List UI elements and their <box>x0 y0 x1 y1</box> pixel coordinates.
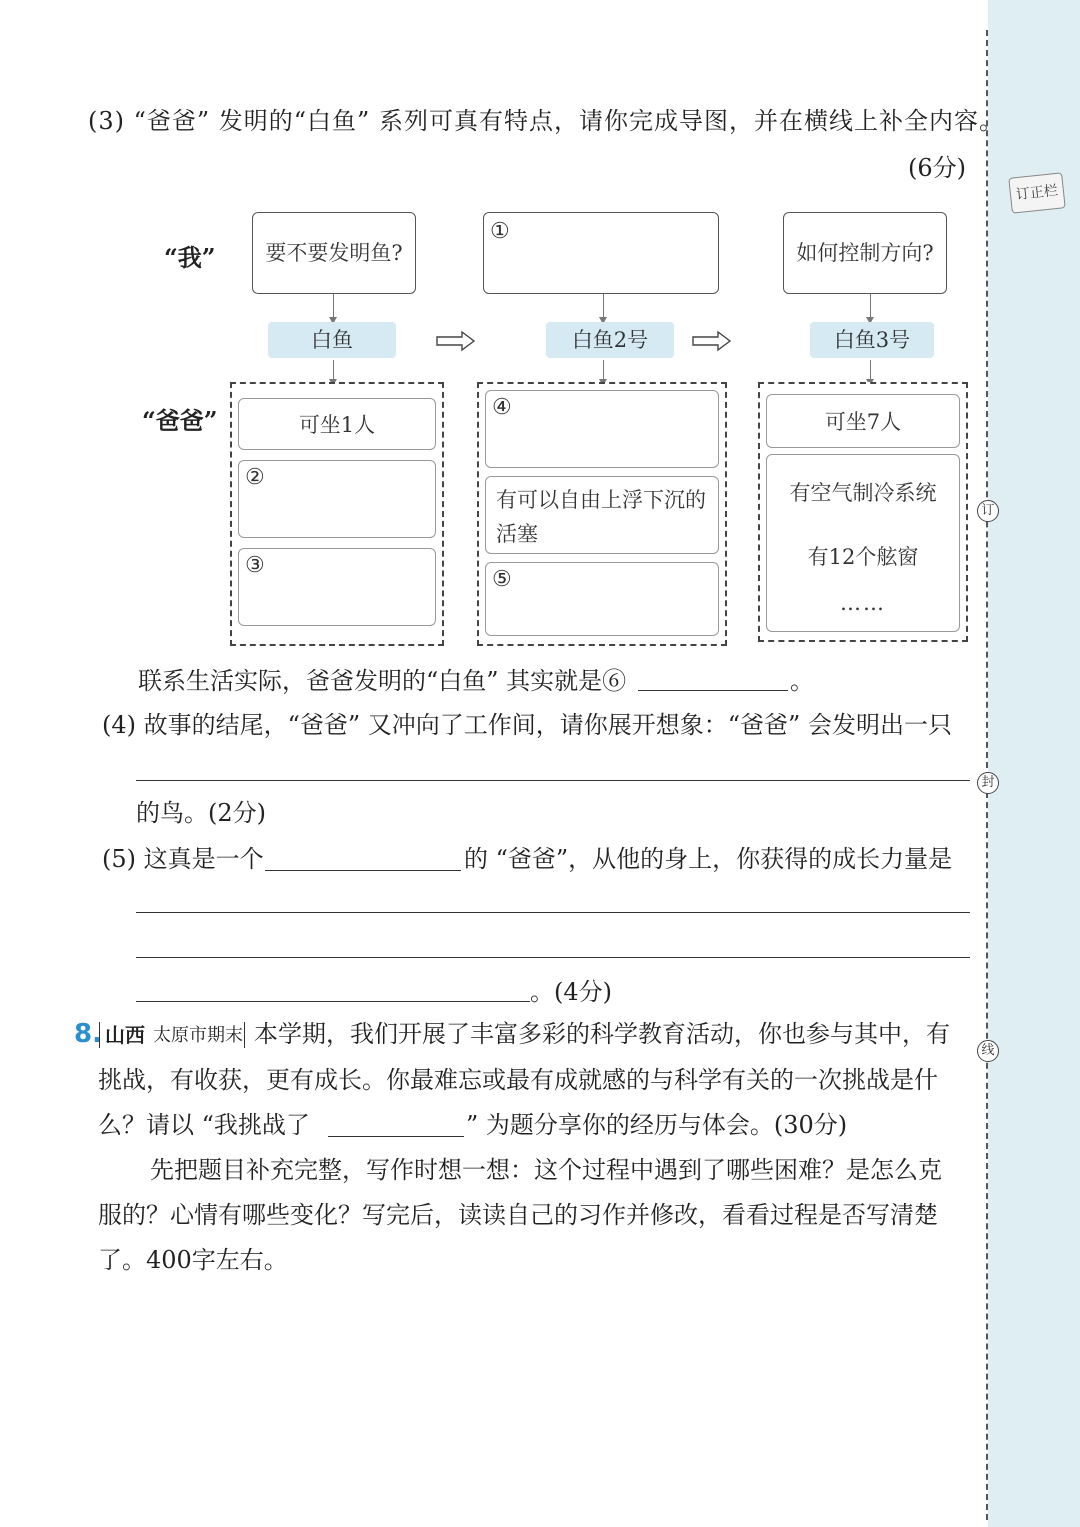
arrow-down-2a <box>603 294 604 318</box>
me-box-3-text: 如何控制方向? <box>796 241 934 265</box>
arrow-down-3b <box>870 360 871 380</box>
q8-para2-line-2: 服的？心情有哪些变化？写完后，读读自己的习作并修改，看看过程是否写清楚 <box>98 1201 938 1229</box>
me-box-1 <box>252 212 416 294</box>
q4-answer-line[interactable] <box>136 780 970 781</box>
q4-end: 的鸟。(2分) <box>136 799 266 827</box>
q3-prompt: (3) “爸爸” 发明的“白鱼” 系列可真有特点，请你完成导图，并在横线上补全内容。 <box>88 107 1004 135</box>
q8-line-3b: ” 为题分享你的经历与体会。(30分) <box>466 1111 848 1139</box>
row-label-me: “我” <box>164 243 216 272</box>
me-box-2[interactable] <box>483 212 719 294</box>
me-box-3 <box>783 212 947 294</box>
answer-line-6[interactable] <box>638 690 788 691</box>
blank-number-1: ① <box>490 219 510 244</box>
q5-answer-line-1[interactable] <box>136 912 970 913</box>
blank-number-3: ③ <box>245 553 265 578</box>
dad-3-list-box <box>766 454 960 632</box>
dad-group-2 <box>477 382 727 646</box>
margin-mark-xian: 线 <box>977 1040 999 1062</box>
pill-baiyu-1: 白鱼 <box>268 322 396 358</box>
binding-strip <box>988 0 1080 1527</box>
q8-line-3a: 么？请以 “我挑战了 <box>98 1111 310 1139</box>
row-label-dad: “爸爸” <box>142 406 218 435</box>
hollow-right-arrow-icon <box>692 330 732 352</box>
dad-1-item-1-text: 可坐1人 <box>298 413 376 437</box>
dad-3-item-1-text: 可坐7人 <box>824 410 902 434</box>
margin-tab-label: 订正栏 <box>1008 172 1065 213</box>
arrow-down-2b <box>603 360 604 380</box>
blank-number-5: ⑤ <box>492 567 512 592</box>
dad-3-item-2: 有空气制冷系统 <box>789 481 937 505</box>
q8-title-blank-line[interactable] <box>328 1136 464 1137</box>
q8-tag-bar-left <box>99 1022 100 1048</box>
q8-line-2: 挑战，有收获，更有成长。你最难忘或最有成就感的与科学有关的一次挑战是什 <box>98 1066 938 1094</box>
q8-number: 8. <box>74 1019 102 1049</box>
dad-1-item-1 <box>238 398 436 450</box>
q8-line-1: 本学期，我们开展了丰富多彩的科学教育活动，你也参与其中，有 <box>254 1020 950 1048</box>
arrow-down-1b <box>333 360 334 380</box>
dad-1-blank-3[interactable] <box>238 548 436 626</box>
q8-tag-region: 山西 <box>105 1023 145 1047</box>
q4-prompt: (4) 故事的结尾，“爸爸” 又冲向了工作间，请你展开想象：“爸爸” 会发明出一只 <box>102 711 952 739</box>
q8-tag-source: 太原市期末 <box>153 1025 243 1046</box>
q3-points: (6分) <box>908 154 966 182</box>
q5-suffix: 的 “爸爸”，从他的身上，你获得的成长力量是 <box>464 845 953 873</box>
dad-group-1 <box>230 382 444 646</box>
hollow-right-arrow-icon <box>436 330 476 352</box>
pill-baiyu-2: 白鱼2号 <box>546 322 674 358</box>
dad-2-blank-5[interactable] <box>485 562 719 636</box>
dad-1-blank-2[interactable] <box>238 460 436 538</box>
q5-blank-line[interactable] <box>265 870 461 871</box>
q3-fill-end: 。 <box>790 667 814 695</box>
q5-prefix: (5) 这真是一个 <box>102 845 264 873</box>
q5-end: 。(4分) <box>530 978 612 1006</box>
q8-tag-bar-right <box>244 1022 245 1048</box>
margin-mark-ding: 订 <box>977 500 999 522</box>
arrow-down-3a <box>870 294 871 318</box>
dad-2-item-2-text: 有可以自由上浮下沉的活塞 <box>496 488 706 546</box>
dad-3-item-4: …… <box>840 591 886 615</box>
q3-fill-text: 联系生活实际，爸爸发明的“白鱼” 其实就是⑥ <box>138 667 627 695</box>
q5-answer-line-2[interactable] <box>136 957 970 958</box>
dad-2-blank-4[interactable] <box>485 390 719 468</box>
q5-answer-line-3[interactable] <box>136 1001 530 1002</box>
dad-3-item-1 <box>766 394 960 448</box>
dad-2-item-2 <box>485 476 719 554</box>
q8-para2-line-3: 了。400字左右。 <box>98 1246 288 1274</box>
q8-para2-line-1: 先把题目补充完整，写作时想一想：这个过程中遇到了哪些困难？是怎么克 <box>150 1156 942 1184</box>
dad-3-item-3: 有12个舷窗 <box>807 545 919 569</box>
margin-mark-feng: 封 <box>977 772 999 794</box>
me-box-1-text: 要不要发明鱼? <box>265 241 403 265</box>
pill-baiyu-3: 白鱼3号 <box>810 322 934 358</box>
dad-group-3 <box>758 382 968 642</box>
arrow-down-1a <box>333 294 334 318</box>
blank-number-4: ④ <box>492 395 512 420</box>
blank-number-2: ② <box>245 465 265 490</box>
